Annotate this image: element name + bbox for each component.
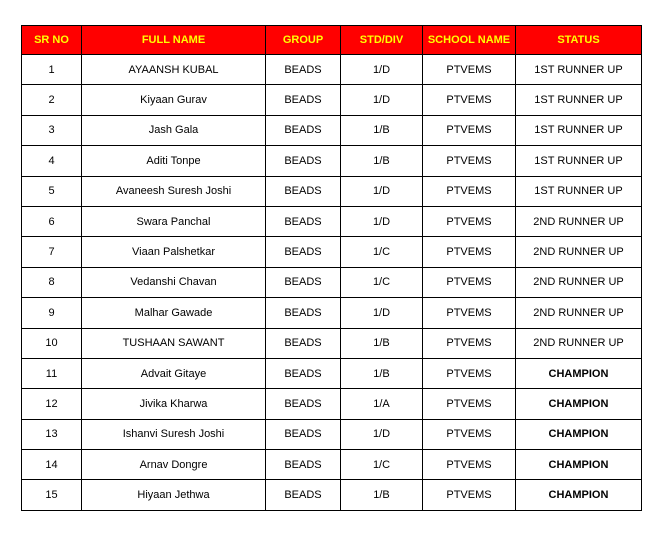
cell-full-name: Jash Gala: [82, 115, 266, 145]
cell-sr-no: 7: [22, 237, 82, 267]
cell-sr-no: 5: [22, 176, 82, 206]
table-row: [22, 298, 642, 328]
cell-sr-no: 6: [22, 206, 82, 236]
table-row: [22, 206, 642, 236]
cell-sr-no: 1: [22, 55, 82, 85]
cell-sr-no: 13: [22, 419, 82, 449]
cell-std-div: 1/A: [341, 389, 423, 419]
table-row: [22, 55, 642, 85]
cell-status: 2ND RUNNER UP: [516, 298, 642, 328]
cell-std-div: 1/B: [341, 328, 423, 358]
cell-school-name: PTVEMS: [423, 450, 516, 480]
cell-group: BEADS: [266, 419, 341, 449]
cell-group: BEADS: [266, 389, 341, 419]
cell-std-div: 1/D: [341, 206, 423, 236]
header-sr-no: SR NO: [22, 26, 82, 55]
cell-school-name: PTVEMS: [423, 206, 516, 236]
cell-status: 1ST RUNNER UP: [516, 115, 642, 145]
cell-std-div: 1/D: [341, 176, 423, 206]
cell-group: BEADS: [266, 328, 341, 358]
cell-status: 2ND RUNNER UP: [516, 206, 642, 236]
cell-std-div: 1/B: [341, 146, 423, 176]
cell-status: CHAMPION: [516, 419, 642, 449]
cell-group: BEADS: [266, 358, 341, 388]
cell-full-name: Malhar Gawade: [82, 298, 266, 328]
cell-full-name: Ishanvi Suresh Joshi: [82, 419, 266, 449]
cell-status: CHAMPION: [516, 450, 642, 480]
cell-school-name: PTVEMS: [423, 267, 516, 297]
cell-school-name: PTVEMS: [423, 389, 516, 419]
table-row: [22, 267, 642, 297]
table-row: [22, 358, 642, 388]
cell-school-name: PTVEMS: [423, 328, 516, 358]
cell-std-div: 1/B: [341, 480, 423, 510]
table-row: [22, 419, 642, 449]
cell-group: BEADS: [266, 115, 341, 145]
cell-school-name: PTVEMS: [423, 237, 516, 267]
cell-group: BEADS: [266, 450, 341, 480]
table-row: [22, 115, 642, 145]
cell-full-name: Jivika Kharwa: [82, 389, 266, 419]
header-full-name: FULL NAME: [82, 26, 266, 55]
table-row: [22, 328, 642, 358]
table-row: [22, 176, 642, 206]
cell-school-name: PTVEMS: [423, 55, 516, 85]
cell-std-div: 1/D: [341, 85, 423, 115]
results-sheet: [21, 25, 641, 511]
cell-status: 2ND RUNNER UP: [516, 237, 642, 267]
cell-status: CHAMPION: [516, 480, 642, 510]
cell-full-name: Advait Gitaye: [82, 358, 266, 388]
cell-std-div: 1/C: [341, 267, 423, 297]
header-std-div: STD/DIV: [341, 26, 423, 55]
cell-sr-no: 11: [22, 358, 82, 388]
table-row: [22, 85, 642, 115]
cell-full-name: Kiyaan Gurav: [82, 85, 266, 115]
cell-status: 1ST RUNNER UP: [516, 85, 642, 115]
cell-group: BEADS: [266, 298, 341, 328]
cell-std-div: 1/D: [341, 55, 423, 85]
table-row: [22, 389, 642, 419]
cell-std-div: 1/C: [341, 237, 423, 267]
cell-std-div: 1/D: [341, 298, 423, 328]
cell-sr-no: 10: [22, 328, 82, 358]
cell-status: 2ND RUNNER UP: [516, 267, 642, 297]
cell-school-name: PTVEMS: [423, 115, 516, 145]
cell-full-name: Swara Panchal: [82, 206, 266, 236]
cell-group: BEADS: [266, 480, 341, 510]
cell-sr-no: 9: [22, 298, 82, 328]
cell-group: BEADS: [266, 146, 341, 176]
cell-school-name: PTVEMS: [423, 146, 516, 176]
cell-school-name: PTVEMS: [423, 176, 516, 206]
cell-status: 1ST RUNNER UP: [516, 146, 642, 176]
cell-group: BEADS: [266, 176, 341, 206]
table-row: [22, 237, 642, 267]
table-row: [22, 450, 642, 480]
cell-school-name: PTVEMS: [423, 419, 516, 449]
cell-full-name: Hiyaan Jethwa: [82, 480, 266, 510]
cell-full-name: Avaneesh Suresh Joshi: [82, 176, 266, 206]
cell-group: BEADS: [266, 85, 341, 115]
cell-sr-no: 12: [22, 389, 82, 419]
cell-school-name: PTVEMS: [423, 358, 516, 388]
cell-group: BEADS: [266, 55, 341, 85]
cell-std-div: 1/B: [341, 358, 423, 388]
cell-status: 2ND RUNNER UP: [516, 328, 642, 358]
cell-status: 1ST RUNNER UP: [516, 176, 642, 206]
cell-status: CHAMPION: [516, 358, 642, 388]
cell-group: BEADS: [266, 206, 341, 236]
cell-group: BEADS: [266, 267, 341, 297]
cell-sr-no: 2: [22, 85, 82, 115]
cell-group: BEADS: [266, 237, 341, 267]
cell-std-div: 1/D: [341, 419, 423, 449]
header-school-name: SCHOOL NAME: [423, 26, 516, 55]
table-header: [22, 26, 642, 55]
cell-full-name: TUSHAAN SAWANT: [82, 328, 266, 358]
cell-full-name: Viaan Palshetkar: [82, 237, 266, 267]
cell-status: 1ST RUNNER UP: [516, 55, 642, 85]
cell-status: CHAMPION: [516, 389, 642, 419]
table-body: [22, 55, 642, 511]
table-row: [22, 146, 642, 176]
cell-full-name: Aditi Tonpe: [82, 146, 266, 176]
cell-std-div: 1/B: [341, 115, 423, 145]
header-status: STATUS: [516, 26, 642, 55]
cell-school-name: PTVEMS: [423, 85, 516, 115]
cell-sr-no: 15: [22, 480, 82, 510]
cell-school-name: PTVEMS: [423, 480, 516, 510]
table-row: [22, 480, 642, 510]
cell-full-name: Arnav Dongre: [82, 450, 266, 480]
cell-std-div: 1/C: [341, 450, 423, 480]
cell-school-name: PTVEMS: [423, 298, 516, 328]
cell-sr-no: 8: [22, 267, 82, 297]
cell-sr-no: 4: [22, 146, 82, 176]
cell-sr-no: 3: [22, 115, 82, 145]
results-table: [21, 25, 642, 511]
cell-full-name: AYAANSH KUBAL: [82, 55, 266, 85]
cell-full-name: Vedanshi Chavan: [82, 267, 266, 297]
header-group: GROUP: [266, 26, 341, 55]
cell-sr-no: 14: [22, 450, 82, 480]
header-row: [22, 26, 642, 55]
